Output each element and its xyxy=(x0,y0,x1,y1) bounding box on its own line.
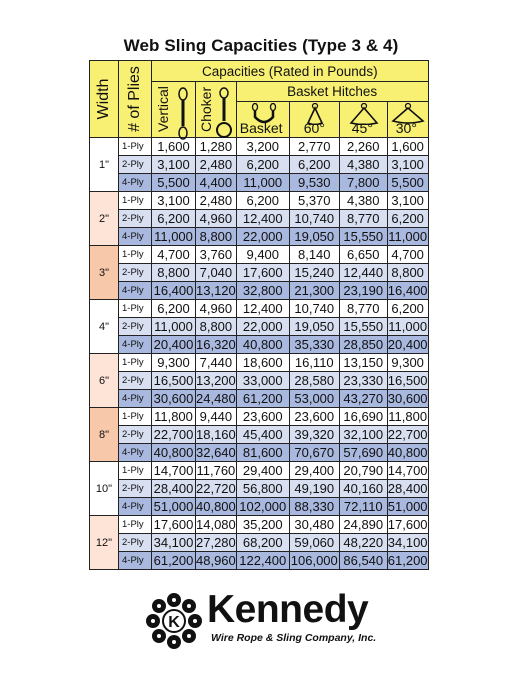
capacity-value: 2,480 xyxy=(196,192,237,210)
capacity-value: 13,120 xyxy=(196,283,236,298)
table-row xyxy=(90,318,429,336)
angle-60-header xyxy=(289,102,339,138)
logo-name: Kennedy xyxy=(207,588,369,631)
capacity-value: 28,400 xyxy=(152,480,196,498)
capacity-value: 8,800 xyxy=(196,228,237,246)
capacity-value: 9,300 xyxy=(387,354,428,372)
capacity-value: 32,640 xyxy=(196,445,236,460)
capacity-value: 9,300 xyxy=(152,354,196,372)
capacity-value: 8,800 xyxy=(152,264,196,282)
table-row xyxy=(90,228,429,246)
capacity-value: 20,400 xyxy=(152,336,196,354)
table-row xyxy=(90,408,429,426)
capacity-value: 27,280 xyxy=(196,535,236,550)
table-row xyxy=(90,210,429,228)
capacity-value: 122,400 xyxy=(236,552,289,570)
table-row xyxy=(90,444,429,462)
capacity-value: 14,700 xyxy=(152,462,196,480)
width-header xyxy=(90,61,119,138)
capacity-value: 16,400 xyxy=(152,282,196,300)
capacity-value: 72,110 xyxy=(339,498,387,516)
capacity-value: 86,540 xyxy=(339,552,387,570)
capacity-value: 106,000 xyxy=(290,553,338,568)
capacity-value: 4,700 xyxy=(152,246,196,264)
capacity-value: 11,000 xyxy=(388,319,428,334)
plies-header xyxy=(119,61,152,138)
capacity-value: 6,200 xyxy=(387,300,428,318)
capacity-value: 4,380 xyxy=(339,156,387,174)
capacity-value: 11,000 xyxy=(152,228,196,246)
capacity-value: 40,800 xyxy=(196,499,236,514)
capacity-value: 4,400 xyxy=(196,174,237,192)
plies-header-label: # of Plies xyxy=(126,66,143,132)
capacity-value: 51,000 xyxy=(387,499,428,514)
capacity-value: 56,800 xyxy=(236,480,289,498)
table-row xyxy=(90,192,429,210)
basket-label: Basket xyxy=(239,120,283,136)
capacity-value: 5,500 xyxy=(387,174,428,192)
basket-header xyxy=(236,102,289,138)
capacity-value: 5,370 xyxy=(289,192,339,210)
capacity-value: 18,600 xyxy=(236,354,289,372)
capacity-value: 4,700 xyxy=(387,246,428,264)
capacity-value: 23,600 xyxy=(289,408,339,426)
capacity-value: 29,400 xyxy=(236,462,289,480)
table-row xyxy=(90,462,429,480)
width-cell: 2" xyxy=(90,192,119,246)
ply-cell: 1-Ply xyxy=(119,516,152,534)
width-cell: 3" xyxy=(90,246,119,300)
capacity-value: 3,100 xyxy=(152,192,196,210)
angle-30-label: 30° xyxy=(395,120,417,136)
angle-45-label: 45° xyxy=(351,120,373,136)
choker-sling-icon xyxy=(214,85,234,143)
capacity-value: 22,000 xyxy=(236,228,289,246)
ply-cell: 4-Ply xyxy=(119,498,152,516)
capacity-value: 7,440 xyxy=(196,354,237,372)
table-row xyxy=(90,138,429,156)
capacity-value: 1,600 xyxy=(387,138,428,156)
ply-cell: 2-Ply xyxy=(119,372,152,390)
basket-hitches-header: Basket Hitches xyxy=(236,82,428,102)
capacity-value: 2,480 xyxy=(196,156,237,174)
logo-tagline: Wire Rope & Sling Company, Inc. xyxy=(211,632,377,644)
capacity-value: 28,580 xyxy=(289,372,339,390)
capacity-value: 18,160 xyxy=(196,427,236,442)
capacity-value: 32,100 xyxy=(339,426,387,444)
capacity-value: 16,320 xyxy=(196,337,236,352)
capacity-value: 13,200 xyxy=(196,373,236,388)
capacity-value: 11,800 xyxy=(152,408,196,426)
capacity-table-body xyxy=(90,138,429,570)
capacity-value: 81,600 xyxy=(236,444,289,462)
capacity-value: 6,200 xyxy=(236,192,289,210)
table-row xyxy=(90,390,429,408)
table-row xyxy=(90,552,429,570)
capacity-value: 30,600 xyxy=(152,390,196,408)
ply-cell: 4-Ply xyxy=(119,390,152,408)
table-row xyxy=(90,498,429,516)
capacity-value: 15,550 xyxy=(339,318,387,336)
capacity-value: 20,790 xyxy=(339,462,387,480)
capacity-value: 59,060 xyxy=(289,534,339,552)
capacity-value: 20,400 xyxy=(387,337,428,352)
table-row xyxy=(90,426,429,444)
ply-cell: 1-Ply xyxy=(119,246,152,264)
vertical-sling-icon xyxy=(175,85,191,143)
table-row xyxy=(90,534,429,552)
width-cell: 8" xyxy=(90,408,119,462)
width-cell: 10" xyxy=(90,462,119,516)
capacity-value: 22,000 xyxy=(236,318,289,336)
capacity-value: 19,050 xyxy=(289,318,339,336)
capacity-value: 40,160 xyxy=(339,480,387,498)
capacity-value: 32,800 xyxy=(236,282,289,300)
capacity-value: 3,100 xyxy=(387,156,428,174)
capacity-value: 6,200 xyxy=(289,156,339,174)
capacity-value: 1,280 xyxy=(196,138,237,156)
capacity-value: 49,190 xyxy=(289,480,339,498)
capacity-value: 11,800 xyxy=(388,409,428,424)
capacity-value: 5,500 xyxy=(152,174,196,192)
ply-cell: 2-Ply xyxy=(119,318,152,336)
ply-cell: 1-Ply xyxy=(119,138,152,156)
capacity-value: 11,000 xyxy=(152,318,196,336)
ply-cell: 1-Ply xyxy=(119,300,152,318)
capacity-value: 28,850 xyxy=(339,336,387,354)
ply-cell: 2-Ply xyxy=(119,480,152,498)
capacity-value: 6,200 xyxy=(152,300,196,318)
capacity-value: 34,100 xyxy=(387,535,428,550)
capacity-value: 4,960 xyxy=(196,300,237,318)
capacity-value: 9,400 xyxy=(236,246,289,264)
capacity-value: 39,320 xyxy=(289,426,339,444)
kennedy-logo xyxy=(145,588,385,652)
ply-cell: 4-Ply xyxy=(119,174,152,192)
angle-30-header xyxy=(387,102,428,138)
capacity-value: 68,200 xyxy=(236,534,289,552)
capacity-value: 40,800 xyxy=(152,444,196,462)
capacity-value: 14,700 xyxy=(387,463,428,478)
ply-cell: 2-Ply xyxy=(119,156,152,174)
table-row xyxy=(90,300,429,318)
ply-cell: 1-Ply xyxy=(119,192,152,210)
ply-cell: 4-Ply xyxy=(119,444,152,462)
capacity-value: 12,400 xyxy=(236,300,289,318)
table-row xyxy=(90,246,429,264)
ply-cell: 4-Ply xyxy=(119,228,152,246)
capacity-value: 3,760 xyxy=(196,246,237,264)
capacity-value: 6,200 xyxy=(152,210,196,228)
capacity-value: 1,600 xyxy=(152,138,196,156)
capacity-value: 6,200 xyxy=(387,210,428,228)
vertical-label: Vertical xyxy=(155,86,171,132)
capacities-header: Capacities (Rated in Pounds) xyxy=(152,61,429,82)
capacity-value: 23,330 xyxy=(339,372,387,390)
capacity-value: 61,200 xyxy=(387,553,428,568)
wire-rope-emblem-icon xyxy=(145,592,203,650)
width-cell: 12" xyxy=(90,516,119,570)
table-row xyxy=(90,282,429,300)
capacity-value: 61,200 xyxy=(152,552,196,570)
capacity-value: 7,800 xyxy=(339,174,387,192)
capacity-value: 24,890 xyxy=(339,516,387,534)
capacity-value: 12,400 xyxy=(236,210,289,228)
capacity-value: 3,100 xyxy=(152,156,196,174)
angle-45-header xyxy=(339,102,387,138)
capacity-value: 53,000 xyxy=(289,390,339,408)
capacity-value: 11,000 xyxy=(236,174,289,192)
capacity-value: 11,760 xyxy=(196,463,236,478)
ply-cell: 1-Ply xyxy=(119,354,152,372)
capacity-value: 8,140 xyxy=(289,246,339,264)
width-cell: 1" xyxy=(90,138,119,192)
capacity-value: 4,960 xyxy=(196,210,237,228)
capacity-value: 17,600 xyxy=(387,517,428,532)
capacity-value: 7,040 xyxy=(196,264,237,282)
ply-cell: 4-Ply xyxy=(119,552,152,570)
capacity-value: 28,400 xyxy=(387,481,428,496)
capacity-value: 70,670 xyxy=(289,444,339,462)
capacity-value: 3,100 xyxy=(387,192,428,210)
capacity-value: 33,000 xyxy=(236,372,289,390)
ply-cell: 2-Ply xyxy=(119,534,152,552)
capacity-value: 15,550 xyxy=(339,228,387,246)
ply-cell: 2-Ply xyxy=(119,264,152,282)
capacity-value: 22,700 xyxy=(152,426,196,444)
capacity-value: 21,300 xyxy=(289,282,339,300)
width-cell: 6" xyxy=(90,354,119,408)
ply-cell: 4-Ply xyxy=(119,336,152,354)
capacity-value: 3,200 xyxy=(236,138,289,156)
capacity-value: 29,400 xyxy=(289,462,339,480)
ply-cell: 2-Ply xyxy=(119,426,152,444)
capacity-value: 8,770 xyxy=(339,210,387,228)
ply-cell: 4-Ply xyxy=(119,282,152,300)
table-row xyxy=(90,264,429,282)
capacity-value: 51,000 xyxy=(152,498,196,516)
width-cell: 4" xyxy=(90,300,119,354)
capacity-value: 6,650 xyxy=(339,246,387,264)
capacity-value: 4,380 xyxy=(339,192,387,210)
capacity-value: 8,770 xyxy=(339,300,387,318)
capacity-value: 43,270 xyxy=(339,390,387,408)
capacity-value: 16,690 xyxy=(339,408,387,426)
capacity-value: 11,000 xyxy=(388,229,428,244)
capacity-value: 10,740 xyxy=(289,210,339,228)
capacity-value: 102,000 xyxy=(236,498,289,516)
capacity-value: 22,700 xyxy=(387,427,428,442)
capacity-value: 16,500 xyxy=(152,372,196,390)
emblem-letter: K xyxy=(168,614,180,631)
angle-60-label: 60° xyxy=(303,120,325,136)
vertical-header xyxy=(152,82,196,138)
capacity-value: 57,690 xyxy=(339,444,387,462)
capacity-value: 8,800 xyxy=(196,318,237,336)
capacity-value: 17,600 xyxy=(152,516,196,534)
capacity-value: 88,330 xyxy=(289,498,339,516)
capacity-value: 8,800 xyxy=(387,264,428,282)
capacity-value: 23,190 xyxy=(339,282,387,300)
table-row xyxy=(90,354,429,372)
capacity-value: 30,600 xyxy=(387,391,428,406)
ply-cell: 1-Ply xyxy=(119,462,152,480)
capacity-value: 30,480 xyxy=(289,516,339,534)
ply-cell: 2-Ply xyxy=(119,210,152,228)
table-row xyxy=(90,372,429,390)
choker-header xyxy=(196,82,237,138)
capacity-value: 22,720 xyxy=(196,481,236,496)
capacity-value: 14,080 xyxy=(196,517,236,532)
capacity-value: 40,800 xyxy=(387,445,428,460)
width-header-label: Width xyxy=(95,78,112,120)
capacity-value: 12,440 xyxy=(339,264,387,282)
capacity-value: 2,260 xyxy=(339,138,387,156)
choker-label: Choker xyxy=(198,86,214,132)
capacity-table xyxy=(89,60,429,570)
capacity-value: 13,150 xyxy=(339,354,387,372)
capacity-value: 17,600 xyxy=(236,264,289,282)
capacity-value: 48,220 xyxy=(339,534,387,552)
capacity-value: 48,960 xyxy=(196,553,236,568)
table-row xyxy=(90,516,429,534)
capacity-value: 16,400 xyxy=(387,283,428,298)
table-row xyxy=(90,174,429,192)
capacity-value: 10,740 xyxy=(289,300,339,318)
capacity-value: 9,440 xyxy=(196,408,237,426)
capacity-value: 35,200 xyxy=(236,516,289,534)
capacity-value: 6,200 xyxy=(236,156,289,174)
capacity-value: 34,100 xyxy=(152,534,196,552)
capacity-value: 23,600 xyxy=(236,408,289,426)
capacity-value: 15,240 xyxy=(289,264,339,282)
capacity-value: 16,110 xyxy=(289,354,339,372)
capacity-value: 2,770 xyxy=(289,138,339,156)
ply-cell: 1-Ply xyxy=(119,408,152,426)
capacity-value: 16,500 xyxy=(387,373,428,388)
page-title: Web Sling Capacities (Type 3 & 4) xyxy=(123,36,399,55)
capacity-value: 45,400 xyxy=(236,426,289,444)
table-row xyxy=(90,480,429,498)
table-row xyxy=(90,156,429,174)
capacity-value: 9,530 xyxy=(289,174,339,192)
table-row xyxy=(90,336,429,354)
capacity-value: 40,800 xyxy=(236,336,289,354)
capacity-value: 24,480 xyxy=(196,391,236,406)
capacity-value: 35,330 xyxy=(289,336,339,354)
capacity-value: 61,200 xyxy=(236,390,289,408)
capacity-value: 19,050 xyxy=(289,228,339,246)
